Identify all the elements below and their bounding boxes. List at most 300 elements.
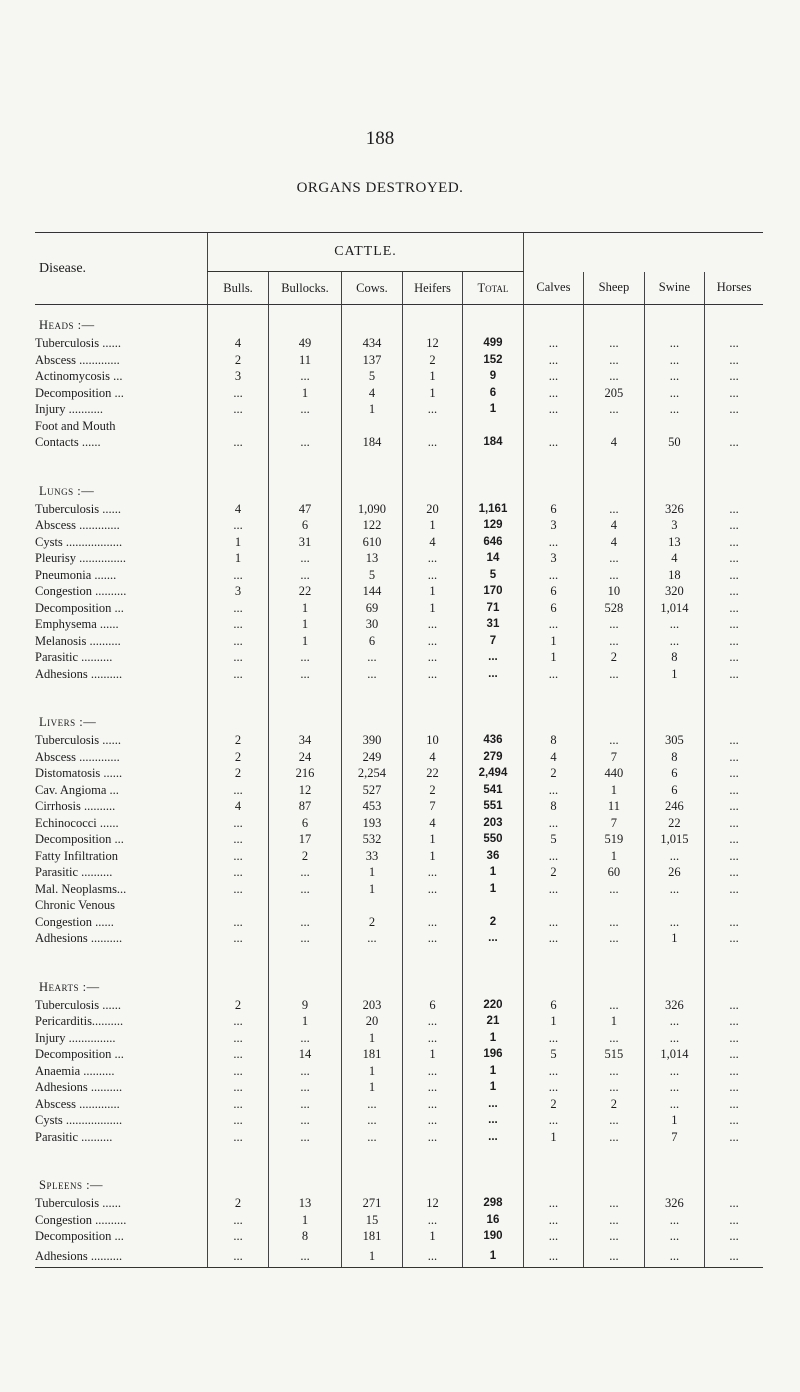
cell-cows: 203 [342, 997, 402, 1014]
cell-calves: ... [523, 368, 583, 385]
cell-cows: 610 [342, 534, 402, 551]
cell-heifers: 10 [402, 732, 462, 749]
cell-cows: 193 [342, 815, 402, 832]
table-row [35, 335, 763, 352]
section-heading-row [35, 471, 763, 501]
cell-swine: 13 [644, 534, 704, 551]
empty-cell [463, 702, 524, 732]
cell-bulls: ... [208, 930, 268, 947]
disease-label: Decomposition ... [35, 1229, 124, 1244]
cell-total [463, 897, 524, 914]
cell-cows: 1,090 [342, 501, 402, 518]
cell-bulls: 2 [208, 749, 268, 766]
cell-heifers: ... [402, 649, 462, 666]
empty-cell [523, 471, 583, 501]
cell-horses: ... [705, 831, 763, 848]
section-heading: Lungs :— [39, 483, 95, 498]
cell-heifers [402, 418, 462, 435]
cell-heifers: ... [402, 930, 462, 947]
cell-swine: ... [644, 1013, 704, 1030]
cell-sheep: 515 [584, 1046, 644, 1063]
table-row [35, 897, 763, 914]
disease-label: Decomposition ... [35, 832, 124, 847]
cell-calves: 2 [523, 864, 583, 881]
cell-calves: ... [523, 1030, 583, 1047]
table-row [35, 1096, 763, 1113]
spacer-row [35, 947, 763, 967]
cell-bulls: ... [208, 616, 268, 633]
column-header-total: Total [463, 272, 524, 305]
table-row [35, 1129, 763, 1146]
section-heading-row [35, 702, 763, 732]
cell-total: 646 [463, 534, 524, 551]
cell-bulls: ... [208, 1245, 268, 1268]
table-row [35, 997, 763, 1014]
disease-label: Cirrhosis .......... [35, 799, 116, 814]
cell-bullocks: 13 [268, 1195, 341, 1212]
cell-calves: ... [523, 881, 583, 898]
cell-swine: 246 [644, 798, 704, 815]
spacer-row [35, 682, 763, 702]
empty-cell [268, 947, 341, 967]
cell-swine: ... [644, 848, 704, 865]
cell-calves: ... [523, 1245, 583, 1268]
table-row [35, 1228, 763, 1245]
cell-calves: ... [523, 1212, 583, 1229]
column-header-bulls: Bulls. [208, 272, 268, 305]
empty-cell [402, 451, 462, 471]
column-header-sheep: Sheep [584, 272, 644, 305]
empty-cell [402, 1145, 462, 1165]
cell-bullocks: ... [268, 1079, 341, 1096]
cell-swine: 1,014 [644, 600, 704, 617]
cell-total: ... [463, 666, 524, 683]
empty-cell [584, 967, 644, 997]
empty-cell [35, 1145, 208, 1165]
empty-cell [342, 967, 402, 997]
cell-sheep: ... [584, 1112, 644, 1129]
empty-cell [523, 682, 583, 702]
empty-cell [523, 702, 583, 732]
table-row [35, 1030, 763, 1047]
cell-horses: ... [705, 368, 763, 385]
table-row [35, 1245, 763, 1268]
cell-swine: 18 [644, 567, 704, 584]
cell-heifers: 12 [402, 335, 462, 352]
cell-heifers: 4 [402, 534, 462, 551]
table-row [35, 517, 763, 534]
cell-calves: 3 [523, 517, 583, 534]
empty-cell [584, 947, 644, 967]
cell-calves: ... [523, 385, 583, 402]
cell-swine: ... [644, 401, 704, 418]
cell-cows: 390 [342, 732, 402, 749]
cell-calves: 1 [523, 649, 583, 666]
disease-label: Pleurisy ............... [35, 551, 126, 566]
cell-sheep: 60 [584, 864, 644, 881]
cell-sheep: 7 [584, 815, 644, 832]
disease-label: Decomposition ... [35, 600, 124, 615]
cell-heifers: 1 [402, 385, 462, 402]
empty-cell [705, 451, 763, 471]
cell-bulls: 3 [208, 368, 268, 385]
cell-cows: ... [342, 1112, 402, 1129]
cell-heifers: 1 [402, 1046, 462, 1063]
cell-swine: 8 [644, 649, 704, 666]
cell-calves: ... [523, 567, 583, 584]
cell-total: 298 [463, 1195, 524, 1212]
table-row [35, 1112, 763, 1129]
cell-cows: 33 [342, 848, 402, 865]
cell-calves: 1 [523, 1013, 583, 1030]
cell-bullocks: 24 [268, 749, 341, 766]
cell-total: ... [463, 649, 524, 666]
cell-sheep: ... [584, 1245, 644, 1268]
disease-label: Tuberculosis ...... [35, 501, 122, 516]
spacer-row [35, 451, 763, 471]
empty-cell [584, 702, 644, 732]
empty-cell [523, 947, 583, 967]
cell-total: 71 [463, 600, 524, 617]
table-row [35, 352, 763, 369]
cell-calves: ... [523, 1112, 583, 1129]
disease-label: Fatty Infiltration [35, 848, 118, 863]
empty-cell [268, 1145, 341, 1165]
cell-sheep: 10 [584, 583, 644, 600]
cell-heifers: 4 [402, 749, 462, 766]
table-row [35, 815, 763, 832]
cell-heifers: 6 [402, 997, 462, 1014]
cell-bullocks: 2 [268, 848, 341, 865]
cell-calves: ... [523, 1063, 583, 1080]
table-row [35, 1013, 763, 1030]
cell-bullocks [268, 418, 341, 435]
cell-horses: ... [705, 930, 763, 947]
section-heading: Spleens :— [39, 1178, 104, 1192]
spacer-row [35, 1145, 763, 1165]
cattle-group-header: CATTLE. [208, 233, 523, 272]
cell-horses: ... [705, 434, 763, 451]
empty-cell [463, 967, 524, 997]
cell-bullocks: 17 [268, 831, 341, 848]
cell-total: 2,494 [463, 765, 524, 782]
cell-total: 220 [463, 997, 524, 1014]
empty-cell [463, 1145, 524, 1165]
cell-heifers: ... [402, 633, 462, 650]
cell-cows: 181 [342, 1228, 402, 1245]
column-header-heifers: Heifers [402, 272, 462, 305]
cell-calves: 4 [523, 749, 583, 766]
cell-total: 190 [463, 1228, 524, 1245]
cell-horses: ... [705, 666, 763, 683]
cell-bullocks: 1 [268, 1212, 341, 1229]
cell-horses: ... [705, 534, 763, 551]
cell-calves: ... [523, 848, 583, 865]
cell-horses: ... [705, 914, 763, 931]
cell-cows: 181 [342, 1046, 402, 1063]
cell-total: 551 [463, 798, 524, 815]
cell-horses: ... [705, 401, 763, 418]
empty-cell [342, 1145, 402, 1165]
cell-bullocks: 31 [268, 534, 341, 551]
table-row [35, 765, 763, 782]
cell-sheep: ... [584, 1030, 644, 1047]
cell-sheep [584, 897, 644, 914]
cell-bulls: ... [208, 633, 268, 650]
cell-bulls: 3 [208, 583, 268, 600]
disease-label: Abscess ............. [35, 518, 120, 533]
cell-bulls [208, 418, 268, 435]
cell-bulls: ... [208, 1228, 268, 1245]
cell-heifers: ... [402, 1013, 462, 1030]
cell-calves: ... [523, 930, 583, 947]
cell-bullocks: 1 [268, 633, 341, 650]
cell-horses: ... [705, 997, 763, 1014]
table-row [35, 1079, 763, 1096]
cell-cows: 137 [342, 352, 402, 369]
empty-cell [644, 1165, 704, 1195]
cell-sheep: 440 [584, 765, 644, 782]
cell-calves: ... [523, 616, 583, 633]
cell-heifers: ... [402, 567, 462, 584]
cell-total: 203 [463, 815, 524, 832]
cell-calves: ... [523, 666, 583, 683]
cell-calves: 5 [523, 1046, 583, 1063]
column-header-cows: Cows. [342, 272, 402, 305]
cell-heifers: 2 [402, 352, 462, 369]
cell-swine: ... [644, 633, 704, 650]
empty-cell [35, 947, 208, 967]
cell-sheep: 1 [584, 1013, 644, 1030]
cell-total: ... [463, 1096, 524, 1113]
table-row [35, 1212, 763, 1229]
disease-label: Cysts .................. [35, 534, 123, 549]
cell-total: 7 [463, 633, 524, 650]
cell-calves: ... [523, 335, 583, 352]
cell-sheep: 2 [584, 1096, 644, 1113]
cell-bullocks: ... [268, 666, 341, 683]
cell-horses: ... [705, 749, 763, 766]
cell-sheep: 7 [584, 749, 644, 766]
cell-calves: ... [523, 782, 583, 799]
cell-horses [705, 897, 763, 914]
cell-swine: 1,014 [644, 1046, 704, 1063]
cell-bullocks: 22 [268, 583, 341, 600]
cell-bullocks: ... [268, 567, 341, 584]
cell-bullocks: 14 [268, 1046, 341, 1063]
other-animals-header-blank [523, 233, 763, 272]
cell-cows: 2 [342, 914, 402, 931]
cell-sheep: ... [584, 550, 644, 567]
cell-heifers: ... [402, 1096, 462, 1113]
cell-swine: ... [644, 914, 704, 931]
disease-label: Pericarditis.......... [35, 1014, 124, 1029]
cell-bulls: ... [208, 385, 268, 402]
cell-sheep: 528 [584, 600, 644, 617]
cell-total: 152 [463, 352, 524, 369]
cell-total: 184 [463, 434, 524, 451]
disease-label: Adhesions .......... [35, 1080, 123, 1095]
cell-horses: ... [705, 1112, 763, 1129]
cell-cows: 144 [342, 583, 402, 600]
disease-label: Pneumonia ....... [35, 567, 117, 582]
cell-calves: 6 [523, 600, 583, 617]
page-number: 188 [365, 128, 395, 149]
cell-horses: ... [705, 583, 763, 600]
table-header [35, 233, 763, 305]
cell-swine: 8 [644, 749, 704, 766]
cell-bulls: ... [208, 401, 268, 418]
empty-cell [402, 967, 462, 997]
disease-label: Congestion .......... [35, 1212, 127, 1227]
empty-cell [463, 305, 524, 336]
cell-bullocks: ... [268, 401, 341, 418]
empty-cell [644, 305, 704, 336]
cell-calves: ... [523, 1228, 583, 1245]
table-row [35, 418, 763, 435]
cell-heifers: ... [402, 401, 462, 418]
cell-bullocks: ... [268, 1096, 341, 1113]
empty-cell [584, 471, 644, 501]
cell-horses: ... [705, 798, 763, 815]
cell-sheep: ... [584, 997, 644, 1014]
cell-bulls: ... [208, 1129, 268, 1146]
cell-horses: ... [705, 385, 763, 402]
table-row [35, 434, 763, 451]
cell-total: ... [463, 1129, 524, 1146]
cell-total: 2 [463, 914, 524, 931]
cell-cows: 1 [342, 1079, 402, 1096]
table-row [35, 550, 763, 567]
cell-cows: 249 [342, 749, 402, 766]
cell-heifers: 7 [402, 798, 462, 815]
disease-label: Chronic Venous [35, 898, 115, 913]
cell-bullocks: 34 [268, 732, 341, 749]
empty-cell [208, 451, 268, 471]
cell-bullocks: 1 [268, 600, 341, 617]
empty-cell [342, 702, 402, 732]
empty-cell [208, 1165, 268, 1195]
cell-bulls: ... [208, 434, 268, 451]
cell-heifers: 2 [402, 782, 462, 799]
cell-heifers: ... [402, 1212, 462, 1229]
cell-heifers [402, 897, 462, 914]
cell-cows: ... [342, 666, 402, 683]
cell-heifers: 1 [402, 368, 462, 385]
empty-cell [584, 305, 644, 336]
cell-calves: 2 [523, 765, 583, 782]
disease-label: Cysts .................. [35, 1113, 123, 1128]
cell-heifers: ... [402, 1063, 462, 1080]
cell-cows: ... [342, 930, 402, 947]
disease-label: Abscess ............. [35, 749, 120, 764]
empty-cell [584, 682, 644, 702]
cell-cows: 20 [342, 1013, 402, 1030]
cell-total: 129 [463, 517, 524, 534]
disease-label: Tuberculosis ...... [35, 336, 122, 351]
cell-horses: ... [705, 600, 763, 617]
cell-heifers: ... [402, 1112, 462, 1129]
column-header-bullocks: Bullocks. [268, 272, 341, 305]
cell-calves [523, 418, 583, 435]
cell-horses: ... [705, 732, 763, 749]
cell-cows: 532 [342, 831, 402, 848]
empty-cell [402, 682, 462, 702]
cell-sheep: ... [584, 1212, 644, 1229]
empty-cell [705, 682, 763, 702]
cell-heifers: 4 [402, 815, 462, 832]
cell-swine: 326 [644, 501, 704, 518]
cell-cows: ... [342, 649, 402, 666]
empty-cell [268, 682, 341, 702]
disease-label: Tuberculosis ...... [35, 997, 122, 1012]
cell-total: 196 [463, 1046, 524, 1063]
empty-cell [463, 947, 524, 967]
cell-swine: 1 [644, 930, 704, 947]
cell-bulls: ... [208, 848, 268, 865]
cell-swine: ... [644, 385, 704, 402]
empty-cell [705, 702, 763, 732]
cell-swine: 6 [644, 782, 704, 799]
table-row [35, 881, 763, 898]
empty-cell [208, 947, 268, 967]
cell-sheep: 4 [584, 517, 644, 534]
cell-cows: 30 [342, 616, 402, 633]
cell-horses: ... [705, 1013, 763, 1030]
cell-swine: 7 [644, 1129, 704, 1146]
disease-label: Parasitic .......... [35, 650, 113, 665]
empty-cell [208, 682, 268, 702]
cell-swine: ... [644, 1079, 704, 1096]
empty-cell [523, 1165, 583, 1195]
empty-cell [402, 947, 462, 967]
cell-total [463, 418, 524, 435]
cell-calves: ... [523, 352, 583, 369]
table-row [35, 732, 763, 749]
empty-cell [463, 451, 524, 471]
cell-sheep: ... [584, 352, 644, 369]
cell-cows: 4 [342, 385, 402, 402]
empty-cell [705, 471, 763, 501]
disease-label: Adhesions .......... [35, 1245, 208, 1268]
cell-horses: ... [705, 765, 763, 782]
empty-cell [342, 451, 402, 471]
disease-label: Adhesions .......... [35, 931, 123, 946]
cell-calves: ... [523, 914, 583, 931]
cell-horses: ... [705, 517, 763, 534]
cell-swine: 3 [644, 517, 704, 534]
empty-cell [402, 305, 462, 336]
cell-bullocks: 6 [268, 815, 341, 832]
table-row [35, 848, 763, 865]
page-title: ORGANS DESTROYED. [296, 180, 464, 196]
cell-heifers: ... [402, 434, 462, 451]
cell-bulls: ... [208, 567, 268, 584]
cell-swine: ... [644, 368, 704, 385]
cell-cows: ... [342, 1096, 402, 1113]
section-heading-row [35, 967, 763, 997]
cell-swine [644, 418, 704, 435]
table-row [35, 401, 763, 418]
cell-total: 1 [463, 1079, 524, 1096]
cell-bullocks: ... [268, 1030, 341, 1047]
cell-cows [342, 418, 402, 435]
empty-cell [584, 1145, 644, 1165]
disease-label: Anaemia .......... [35, 1063, 115, 1078]
cell-cows: 69 [342, 600, 402, 617]
empty-cell [208, 967, 268, 997]
cell-bulls: 4 [208, 335, 268, 352]
